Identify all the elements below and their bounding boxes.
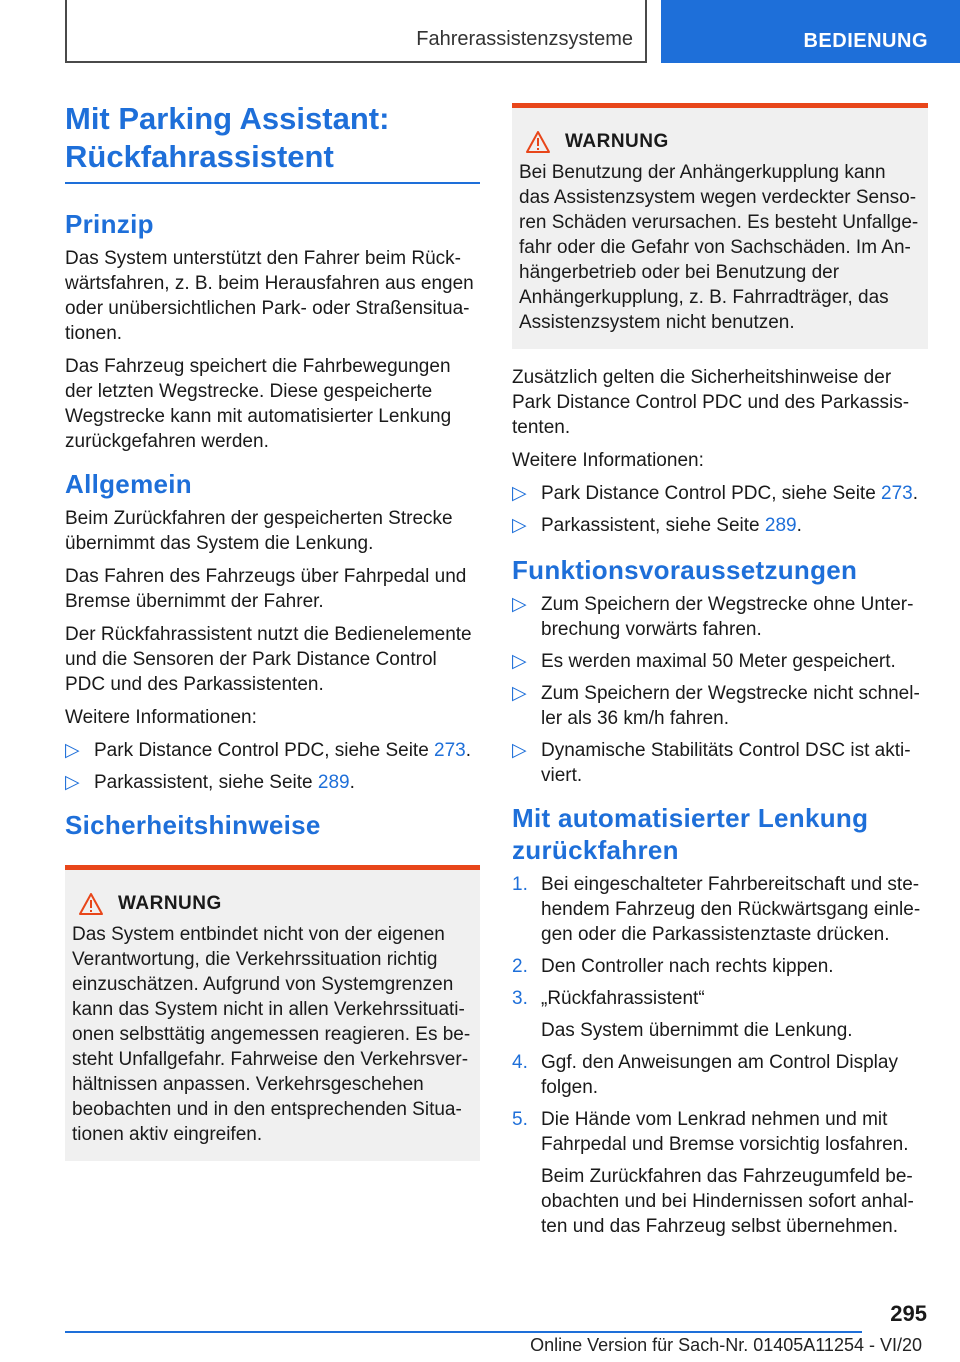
warning-header [72,892,473,916]
list-item [512,592,928,642]
page-link[interactable]: 289 [764,515,797,536]
warning-triangle-icon [78,892,104,916]
steps-list [512,872,928,1239]
prinzip-paragraph-2: Das Fahrzeug speichert die Fahrbewegungen der letzten Wegstrecke. Diese gespeicherte Wegstrecke kann mit automatisierter Lenkung zurückgefahren werden. [65,356,452,452]
triangle-bullet-icon: ▷ [512,594,527,615]
header-chapter-title: BEDIENUNG [803,30,928,52]
header-chapter-tab [661,0,960,63]
reference-text: Parkassistent, siehe Seite [541,515,765,536]
list-item [512,738,928,788]
allgemein-paragraph-2: Das Fahren des Fahrzeugs über Fahrpedal und Bremse übernimmt der Fahrer. [65,566,467,612]
warning-text: Das System entbindet nicht von der eigenen Verantwortung, die Verkehrssituation richtig einzuschätzen. Aufgrund von Systemgrenzen kann das System nicht in allen Verkehrssituationen selbsttätig angemessen reagieren. Es besteht Unfallgefahr. Fahrweise den Verkehrsverhältnissen anpassen. Verkehrsgeschehen beobachten und in den entsprechenden Situationen aktiv eingreifen. [72,924,471,1145]
step-text: „Rückfahrassistent“ [541,988,705,1009]
requirements-list [512,592,928,788]
more-info-label: Weitere Informationen: [512,450,704,471]
footer-divider [65,1331,862,1333]
safety-reference-list [512,481,928,538]
allgemein-paragraph-3: Der Rückfahrassistent nutzt die Bedienelemente und die Sensoren der Park Distance Control PDC und des Parkassistenten. [65,624,472,695]
right-column [512,103,928,1253]
reference-end: . [465,740,472,761]
heading-sicherheitshinweise: Sicherheitshinweise [65,810,321,840]
triangle-bullet-icon: ▷ [512,651,527,672]
step-item [512,1050,928,1100]
section-prinzip [65,208,480,454]
step-subtext: Das System übernimmt die Lenkung. [541,1020,853,1041]
reference-text: Park Distance Control PDC, siehe Seite [94,740,435,761]
warning-triangle-icon [525,130,551,154]
triangle-bullet-icon: ▷ [512,483,527,504]
reference-end: . [796,515,802,536]
header-section-title: Fahrerassistenzsysteme [416,28,633,50]
step-number: 2. [512,956,528,977]
step-number: 3. [512,988,528,1009]
warning-text: Bei Benutzung der Anhängerkupplung kann das Assistenzsystem wegen verdeckter Sensoren Schäden verursachen. Es besteht Unfallgefahr oder die Gefahr von Sachschäden. Im Anhängerbetrieb oder bei Benutzung der Anhängerkupplung, z. B. Fahrradträger, das Assistenzsystem nicht benutzen. [519,162,919,333]
page-link[interactable]: 289 [317,772,350,793]
allgemein-paragraph-1: Beim Zurückfahren der gespeicherten Strecke übernimmt das System die Lenkung. [65,508,453,554]
section-allgemein [65,468,480,795]
step-number: 5. [512,1109,528,1130]
section-sicherheitshinweise [65,809,480,1161]
reference-text: Park Distance Control PDC, siehe Seite [541,483,882,504]
section-funktionsvoraussetzungen [512,554,928,788]
allgemein-reference-list [65,738,480,795]
triangle-bullet-icon: ▷ [512,683,527,704]
page-title: Mit Parking Assistant: Rückfahrassistent [65,100,480,184]
step-text: Die Hände vom Lenkrad nehmen und mit Fahrpedal und Bremse vorsichtig losfahren. [541,1109,909,1155]
safety-paragraph: Zusätzlich gelten die Sicherheitshinweise der Park Distance Control PDC und des Parkassistenten. [512,367,910,438]
header-section-tab [65,0,647,63]
step-item [512,986,928,1043]
requirement-text: Zum Speichern der Wegstrecke ohne Unterbrechung vorwärts fahren. [541,594,914,640]
triangle-bullet-icon: ▷ [65,772,80,793]
list-item [512,513,928,538]
warning-label: WARNUNG [565,131,669,152]
page-number: 295 [890,1301,927,1326]
step-number: 4. [512,1052,528,1073]
requirement-text: Dynamische Stabilitäts Control DSC ist aktiviert. [541,740,911,786]
step-number: 1. [512,874,528,895]
step-item [512,1107,928,1239]
section-automatisierte-lenkung [512,802,928,1239]
heading-funktionsvoraussetzungen: Funktionsvoraussetzungen [512,555,858,585]
warning-box [65,865,480,1161]
heading-allgemein: Allgemein [65,469,192,499]
list-item [512,681,928,731]
step-item [512,954,928,979]
step-text: Bei eingeschalteter Fahrbereitschaft und stehendem Fahrzeug den Rückwärtsgang einlegen oder die Parkassistenztaste drücken. [541,874,921,945]
requirement-text: Es werden maximal 50 Meter gespeichert. [541,651,896,672]
reference-end: . [912,483,919,504]
warning-header [519,130,921,154]
heading-prinzip: Prinzip [65,209,154,239]
allgemein-paragraph-4: Weitere Informationen: [65,707,257,728]
warning-label: WARNUNG [118,893,222,914]
list-item [512,649,928,674]
left-column [65,100,480,1175]
reference-end: . [349,772,355,793]
list-item [65,738,480,763]
requirement-text: Zum Speichern der Wegstrecke nicht schneller als 36 km/h fahren. [541,683,920,729]
warning-box [512,103,928,349]
step-subtext: Beim Zurückfahren das Fahrzeugumfeld beobachten und bei Hindernissen sofort anhalten und das Fahrzeug selbst übernehmen. [541,1166,914,1237]
page-link[interactable]: 273 [881,483,913,504]
triangle-bullet-icon: ▷ [65,740,80,761]
page-link[interactable]: 273 [434,740,466,761]
list-item [65,770,480,795]
step-item [512,872,928,947]
step-text: Den Controller nach rechts kippen. [541,956,834,977]
step-text: Ggf. den Anweisungen am Control Display folgen. [541,1052,898,1098]
footer-version-text: Online Version für Sach-Nr. 01405A11254 - VI/20 [530,1335,922,1355]
prinzip-paragraph-1: Das System unterstützt den Fahrer beim Rückwärtsfahren, z. B. beim Herausfahren aus engen oder unübersichtlichen Park- oder Straßensituationen. [65,248,474,344]
triangle-bullet-icon: ▷ [512,740,527,761]
triangle-bullet-icon: ▷ [512,515,527,536]
list-item [512,481,928,506]
heading-automatisierte-lenkung: Mit automatisierter Lenkung zurückfahren [512,803,869,865]
reference-text: Parkassistent, siehe Seite [94,772,318,793]
